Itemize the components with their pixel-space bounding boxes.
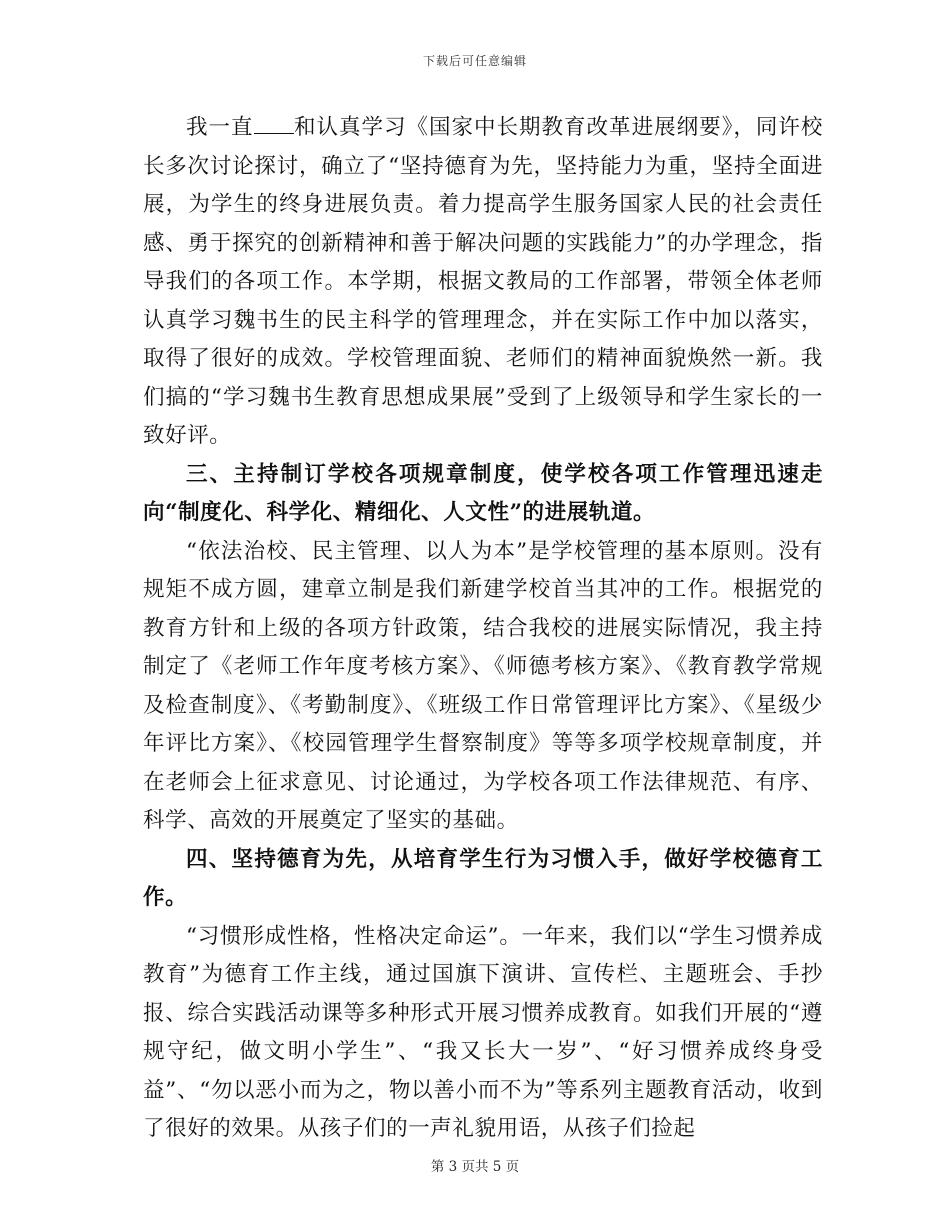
fill-in-blank [254,115,294,134]
section-heading-3: 三、主持制订学校各项规章制度，使学校各项工作管理迅速走向“制度化、科学化、精细化、人文性”的进展轨道。 [143,461,823,525]
paragraph-text-after-blank: 和认真学习《国家中长期教育改革进展纲要》，同许校长多次讨论探讨，确立了“坚持德育为先，坚持能力为重，坚持全面进展，为学生的终身进展负责。着力提高学生服务国家人民的社会责任感、勇于探究的创新精神和善于解决问题的实践能力”的办学理念，指导我们的各项工作。本学期，根据文教局的工作部署，带领全体老师认真学习魏书生的民主科学的管理理念，并在实际工作中加以落实，取得了很好的成效。学校管理面貌、老师们的精神面貌焕然一新。我们搞的“学习魏书生教育思想成果展”受到了上级领导和学生家长的一致好评。 [143,115,823,448]
page-header: 下载后可任意编辑 [422,54,527,68]
paragraph-moral-education: “习惯形成性格，性格决定命运”。一年来，我们以“学生习惯养成教育”为德育工作主线，通过国旗下演讲、宣传栏、主题班会、手抄报、综合实践活动课等多种形式开展习惯养成教育。如我们开展的“遵规守纪，做文明小学生”、“我又长大一岁”、“好习惯养成终身受益”、“勿以恶小而为之，物以善小而不为”等系列主题教育活动，收到了很好的效果。从孩子们的一声礼貌用语，从孩子们捡起 [143,923,823,1141]
document-body [143,109,823,1149]
section-heading-4: 四、坚持德育为先，从培育学生行为习惯入手，做好学校德育工作。 [143,846,823,910]
page-footer: 第 3 页共 5 页 [430,1159,520,1175]
paragraph-teaching-philosophy [143,109,823,456]
paragraph-regulations: “依法治校、民主管理、以人为本”是学校管理的基本原则。没有规矩不成方圆，建章立制是我们新建学校首当其冲的工作。根据党的教育方针和上级的各项方针政策，结合我校的进展实际情况，我主持制定了《老师工作年度考核方案》、《师德考核方案》、《教育教学常规及检查制度》、《考勤制度》、《班级工作日常管理评比方案》、《星级少年评比方案》、《校园管理学生督察制度》等等多项学校规章制度，并在老师会上征求意见、讨论通过，为学校各项工作法律规范、有序、科学、高效的开展奠定了坚实的基础。 [143,538,823,833]
paragraph-text-before-blank: 我一直 [186,115,254,140]
